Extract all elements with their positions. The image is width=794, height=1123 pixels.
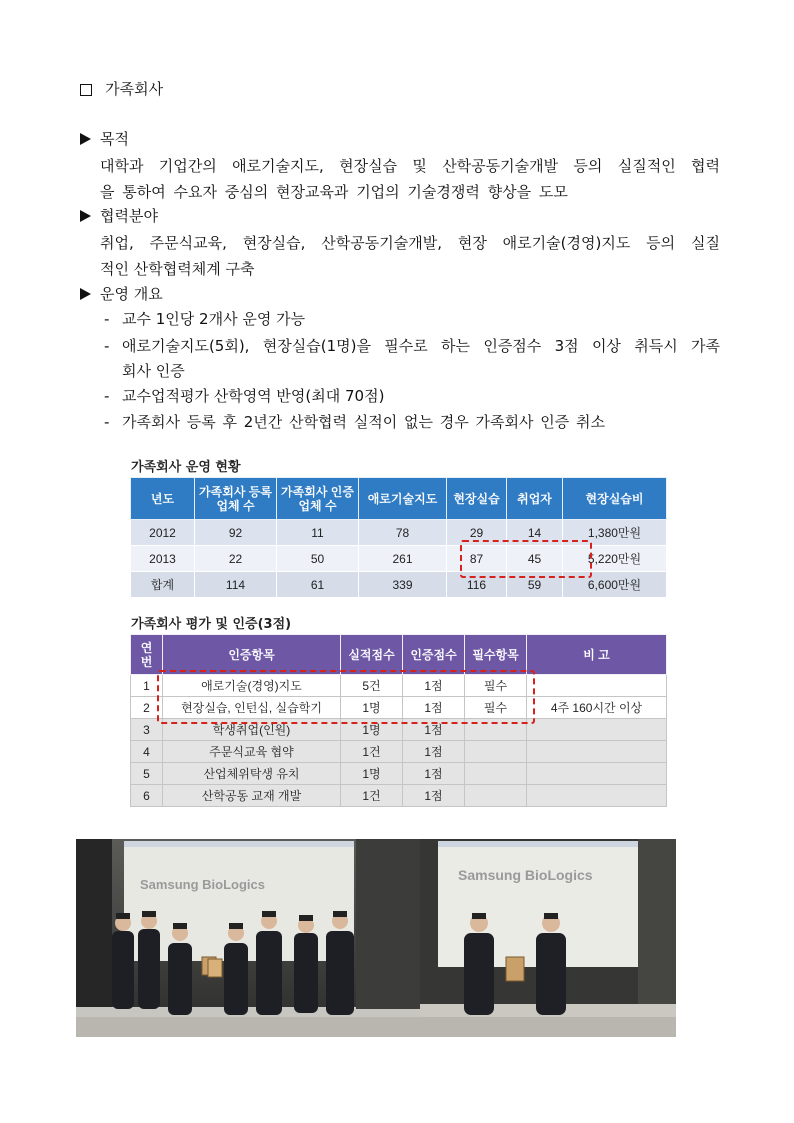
table-cell: 1 xyxy=(131,675,163,697)
heading-text: 가족회사 xyxy=(105,80,164,98)
table-cell: 5 xyxy=(131,763,163,785)
table-cell: 2013 xyxy=(131,546,195,572)
table1-header-tech-guidance: 애로기술지도 xyxy=(359,478,447,520)
table-cell: 5,220만원 xyxy=(563,546,667,572)
table-cell: 1점 xyxy=(403,719,465,741)
table-cell: 2 xyxy=(131,697,163,719)
table-cell: 필수 xyxy=(465,697,527,719)
table-cell xyxy=(527,741,667,763)
table-cell: 애로기술(경영)지도 xyxy=(163,675,341,697)
table-row xyxy=(131,697,667,719)
table-row xyxy=(131,675,667,697)
table-cell: 1,380만원 xyxy=(563,520,667,546)
purpose-title: 목적 xyxy=(100,130,129,148)
table-cell: 6 xyxy=(131,785,163,807)
table-cell: 22 xyxy=(195,546,277,572)
table1-header-field-training: 현장실습 xyxy=(447,478,507,520)
table-row xyxy=(131,520,667,546)
operation-item-3: 교수업적평가 산학영역 반영(최대 70점) xyxy=(122,387,385,405)
table1-header-employed: 취업자 xyxy=(507,478,563,520)
table-cell: 합계 xyxy=(131,572,195,598)
table-cell: 116 xyxy=(447,572,507,598)
table-cell: 59 xyxy=(507,572,563,598)
operation-dash: - xyxy=(104,387,110,405)
left-banner-text: Samsung BioLogics xyxy=(140,877,265,892)
section-heading xyxy=(80,78,163,100)
table-cell: 3 xyxy=(131,719,163,741)
table-cell xyxy=(465,741,527,763)
table-row xyxy=(131,763,667,785)
handover-photo xyxy=(420,839,676,1037)
table-cell: 1점 xyxy=(403,741,465,763)
table2-header-no: 연번 xyxy=(131,635,163,675)
table-cell xyxy=(527,785,667,807)
table1-header-certified: 가족회사 인증 업체 수 xyxy=(277,478,359,520)
table1-title: 가족회사 운영 현황 xyxy=(131,460,241,475)
triangle-bullet-icon xyxy=(80,133,91,145)
table-cell xyxy=(465,719,527,741)
operation-item-2-cont: 회사 인증 xyxy=(122,362,185,380)
table-row xyxy=(131,572,667,598)
table-cell: 14 xyxy=(507,520,563,546)
table-cell: 1건 xyxy=(341,785,403,807)
table2-header-note: 비 고 xyxy=(527,635,667,675)
table-cell: 50 xyxy=(277,546,359,572)
table-cell: 4 xyxy=(131,741,163,763)
table-row xyxy=(131,785,667,807)
operation-dash: - xyxy=(104,413,110,431)
operation-status-table xyxy=(130,477,667,598)
table-cell: 11 xyxy=(277,520,359,546)
operation-item-2: 애로기술지도(5회), 현장실습(1명)을 필수로 하는 인증점수 3점 이상 취득시 가족 xyxy=(122,337,720,355)
evaluation-table xyxy=(130,634,667,807)
table-cell: 주문식교육 협약 xyxy=(163,741,341,763)
table-cell: 29 xyxy=(447,520,507,546)
table-cell xyxy=(465,785,527,807)
table-row xyxy=(131,741,667,763)
table-row xyxy=(131,546,667,572)
table2-header-item: 인증항목 xyxy=(163,635,341,675)
purpose-line-1: 대학과 기업간의 애로기술지도, 현장실습 및 산학공동기술개발 등의 실질적인 협력 xyxy=(100,157,720,175)
operation-item-1: 교수 1인당 2개사 운영 가능 xyxy=(122,310,306,328)
table-cell: 학생취업(인원) xyxy=(163,719,341,741)
table2-title: 가족회사 평가 및 인증(3점) xyxy=(131,617,292,632)
table-cell: 6,600만원 xyxy=(563,572,667,598)
table-cell: 1점 xyxy=(403,697,465,719)
table1-header-year: 년도 xyxy=(131,478,195,520)
table-cell: 현장실습, 인턴십, 실습학기 xyxy=(163,697,341,719)
cooperation-line-2: 적인 산학협력체계 구축 xyxy=(100,260,255,278)
right-banner-text: Samsung BioLogics xyxy=(458,867,593,883)
checkbox-square-icon xyxy=(80,84,92,96)
table-row xyxy=(131,719,667,741)
operation-title: 운영 개요 xyxy=(100,285,163,303)
table-cell: 1점 xyxy=(403,785,465,807)
cooperation-line-1: 취업, 주문식교육, 현장실습, 산학공동기술개발, 현장 애로기술(경영)지도 등의 실질 xyxy=(100,234,720,252)
group-ceremony-illustration xyxy=(76,839,420,1037)
table-cell: 산업체위탁생 유치 xyxy=(163,763,341,785)
operation-dash: - xyxy=(104,310,110,328)
table-cell: 78 xyxy=(359,520,447,546)
table-cell: 1건 xyxy=(341,741,403,763)
table-cell: 45 xyxy=(507,546,563,572)
table-cell: 61 xyxy=(277,572,359,598)
table-cell: 필수 xyxy=(465,675,527,697)
table-cell: 2012 xyxy=(131,520,195,546)
table-cell xyxy=(527,763,667,785)
operation-dash: - xyxy=(104,337,110,355)
table2-header-required: 필수항목 xyxy=(465,635,527,675)
triangle-bullet-icon xyxy=(80,288,91,300)
table-cell: 1명 xyxy=(341,697,403,719)
triangle-bullet-icon xyxy=(80,210,91,222)
table2-header-cert-score: 인증점수 xyxy=(403,635,465,675)
table-cell: 92 xyxy=(195,520,277,546)
cooperation-title: 협력분야 xyxy=(100,207,158,225)
table1-header-training-cost: 현장실습비 xyxy=(563,478,667,520)
table-cell: 339 xyxy=(359,572,447,598)
table1-header-registered: 가족회사 등록 업체 수 xyxy=(195,478,277,520)
table-cell: 4주 160시간 이상 xyxy=(527,697,667,719)
group-ceremony-photo xyxy=(76,839,420,1037)
table-cell xyxy=(527,675,667,697)
table-cell: 산학공동 교재 개발 xyxy=(163,785,341,807)
operation-item-4: 가족회사 등록 후 2년간 산학협력 실적이 없는 경우 가족회사 인증 취소 xyxy=(122,413,605,431)
table-cell: 87 xyxy=(447,546,507,572)
table-cell xyxy=(527,719,667,741)
table-cell: 261 xyxy=(359,546,447,572)
table-cell: 1점 xyxy=(403,763,465,785)
table2-header-performance: 실적점수 xyxy=(341,635,403,675)
table-cell: 1명 xyxy=(341,763,403,785)
table-cell: 114 xyxy=(195,572,277,598)
table-cell: 1명 xyxy=(341,719,403,741)
table-cell xyxy=(465,763,527,785)
purpose-line-2: 을 통하여 수요자 중심의 현장교육과 기업의 기술경쟁력 향상을 도모 xyxy=(100,183,568,201)
table-cell: 5건 xyxy=(341,675,403,697)
table-cell: 1점 xyxy=(403,675,465,697)
